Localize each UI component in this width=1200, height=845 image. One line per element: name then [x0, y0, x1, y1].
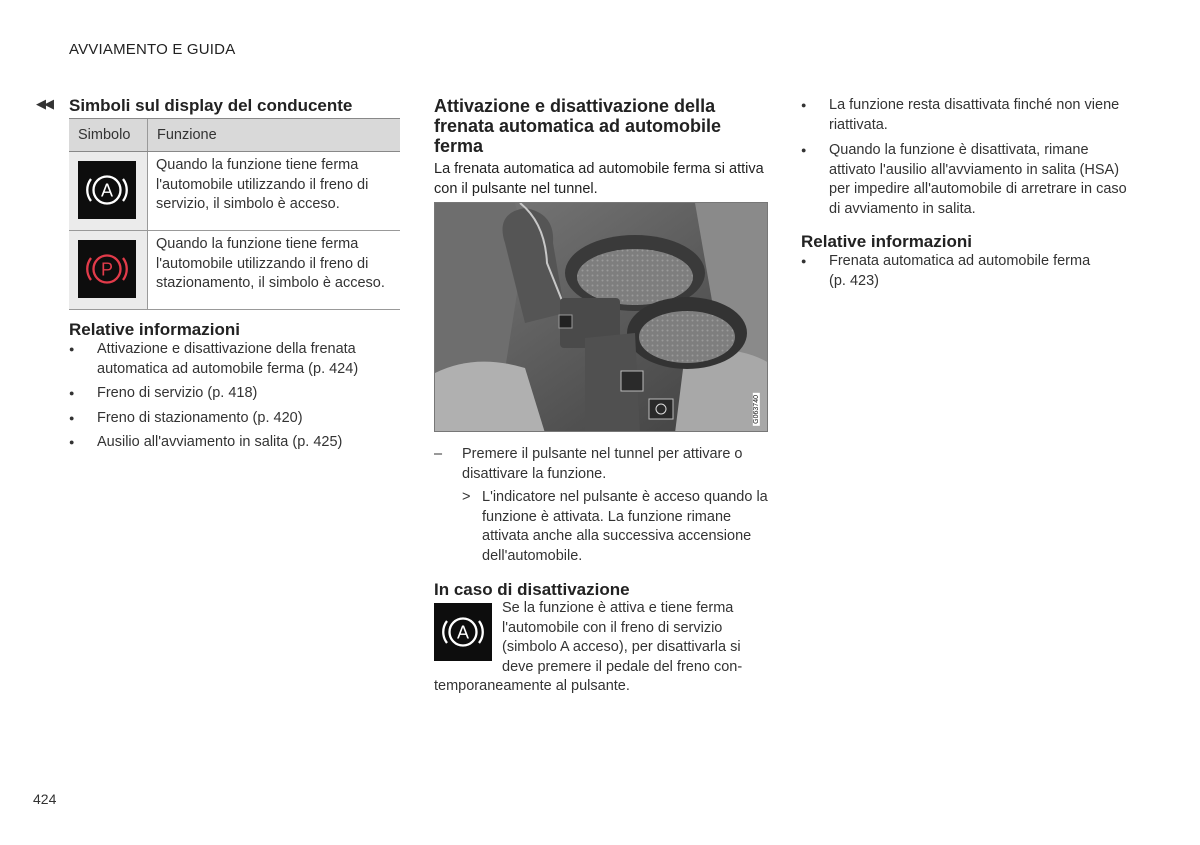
list-item: ● La funzione resta disattivata finché non viene riattivata. [801, 96, 1131, 135]
console-illustration [435, 203, 768, 432]
back-arrows-icon[interactable]: ◀◀ [36, 96, 52, 111]
activation-title: Attivazione e disattivazione della frenata automatica ad automobile ferma [434, 96, 722, 156]
symbols-title: Simboli sul display del conducente [69, 96, 353, 115]
table-header-function: Funzione [148, 119, 401, 152]
related-link[interactable]: ● Freno di stazionamento (p. 420) [69, 409, 389, 429]
tunnel-button-photo [434, 202, 768, 432]
row-description: Quando la funzione tiene ferma l'automobile utilizzando il freno di stazionamento, il simbolo è acceso. [148, 231, 401, 310]
related-link[interactable]: ● Frenata automatica ad automobile ferma (p. 423) [801, 252, 1111, 291]
related-link[interactable]: ● Freno di servizio (p. 418) [69, 384, 389, 404]
right-bullet-list [801, 96, 1131, 224]
symbols-table [69, 118, 400, 310]
step-result [462, 488, 772, 566]
related-info-list [801, 252, 1111, 296]
result-text: L'indicatore nel pulsante è acceso quando la funzione è attivata. La funzione rimane attivata anche alla successiva accensione dell'automobile. [482, 489, 768, 564]
auto-hold-A-icon [78, 161, 136, 219]
page-number: 424 [33, 791, 57, 807]
auto-hold-A-icon [434, 603, 492, 661]
parking-brake-letter: P [100, 259, 114, 280]
deactivation-line: Se la funzione è attiva e tiene ferma [502, 600, 734, 616]
list-item: ● Quando la funzione è disattivata, rimane attivato l'ausilio all'avviamento in salita (HSA) per impedire all'automobile di arretrare in caso di avviamento in salita. [801, 141, 1131, 219]
table-row [69, 152, 400, 231]
deactivation-title: In caso di disattivazione [434, 580, 630, 599]
related-info-title: Relative informazioni [801, 232, 972, 251]
deactivation-tail: temporaneamente al pulsante. [434, 678, 630, 694]
table-header-symbol: Simbolo [69, 119, 148, 152]
deactivation-text [502, 599, 770, 677]
deactivation-line: deve premere il pedale del freno con- [502, 658, 743, 675]
related-info-list [69, 340, 389, 458]
auto-hold-letter: A [456, 622, 470, 643]
step-dash: – [434, 446, 443, 462]
image-code: G063740 [753, 395, 760, 424]
table-row [69, 231, 400, 310]
result-arrow: > [462, 489, 471, 505]
parking-brake-P-icon [78, 240, 136, 298]
step-instruction [434, 445, 770, 484]
deactivation-line: (simbolo A acceso), per disattivarla si [502, 639, 741, 655]
section-header: AVVIAMENTO E GUIDA [69, 41, 236, 58]
step-text: Premere il pulsante nel tunnel per attivare o disattivare la funzione. [462, 446, 743, 482]
activation-intro: La frenata automatica ad automobile ferma si attiva con il pulsante nel tunnel. [434, 161, 764, 197]
auto-hold-letter: A [100, 180, 114, 201]
related-link[interactable]: ● Attivazione e disattivazione della frenata automatica ad automobile ferma (p. 424) [69, 340, 389, 379]
related-link[interactable]: ● Ausilio all'avviamento in salita (p. 425) [69, 433, 389, 453]
related-info-title: Relative informazioni [69, 320, 240, 339]
row-description: Quando la funzione tiene ferma l'automobile utilizzando il freno di servizio, il simbolo è acceso. [148, 152, 401, 231]
deactivation-line: l'automobile con il freno di servizio [502, 619, 723, 636]
